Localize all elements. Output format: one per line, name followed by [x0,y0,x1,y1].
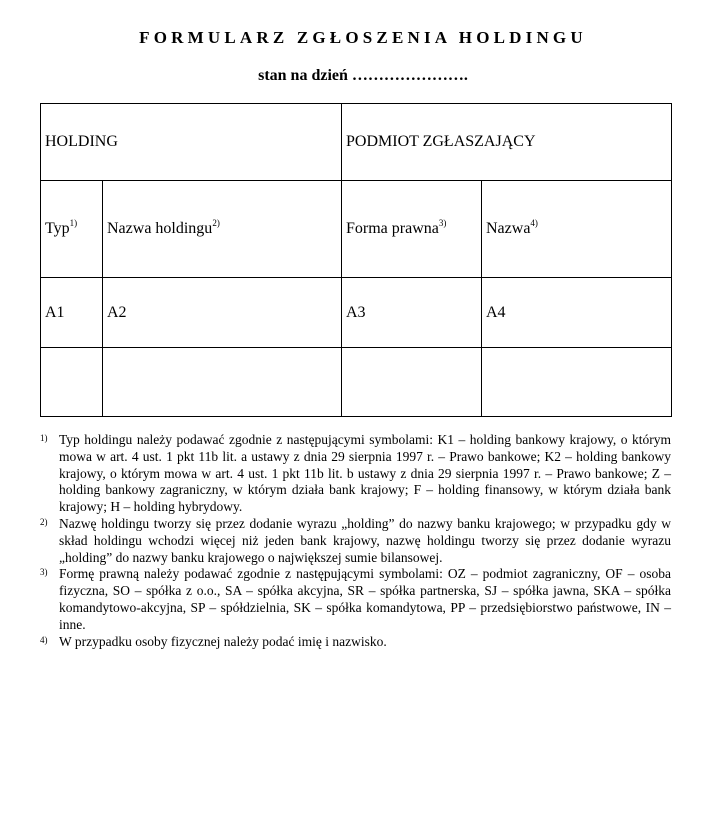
footnote-text: Nazwę holdingu tworzy się przez dodanie wyrazu „holding” do nazwy banku krajowego; w przypadku gdy w skład holdingu wchodzi więcej niż jeden bank krajowy, nazwę holdingu tworzy się przez dodanie wyrazu „holding” do nazwy banku krajowego o największej sumie bilansowej. [59,515,671,565]
field-code-row [41,278,672,348]
code-a2: A2 [103,278,342,348]
col-typ-footnote-ref: 1) [69,218,78,228]
group-podmiot-label: PODMIOT ZGŁASZAJĄCY [346,133,536,150]
group-holding-header [41,104,342,181]
holding-form-table [40,103,672,417]
col-forma-prawna-header [342,181,482,278]
col-nazwa-holdingu-header [103,181,342,278]
entry-nazwa-cell[interactable] [482,348,672,417]
col-nazwa-holdingu-label: Nazwa holdingu [107,220,213,237]
footnote-3 [40,566,671,633]
code-a3: A3 [342,278,482,348]
footnote-number: 1) [40,433,48,443]
entry-nazwa-holdingu-cell[interactable] [103,348,342,417]
group-podmiot-header [342,104,672,181]
code-a4: A4 [482,278,672,348]
col-forma-prawna-label: Forma prawna [346,220,439,237]
col-typ-label: Typ [45,220,70,237]
col-nazwa-label: Nazwa [486,220,531,237]
col-nazwa-header [482,181,672,278]
code-a1: A1 [41,278,103,348]
date-line: stan na dzień …………………. [258,67,468,84]
entry-forma-prawna-cell[interactable] [342,348,482,417]
footnote-number: 4) [40,634,48,645]
form-title: FORMULARZ ZGŁOSZENIA HOLDINGU [139,28,587,47]
footnote-text: W przypadku osoby fizycznej należy podać imię i nazwisko. [59,633,387,649]
col-typ-header [41,181,103,278]
footnote-text: Typ holdingu należy podawać zgodnie z następującymi symbolami: K1 – holding bankowy krajowy, o którym mowa w art. 4 ust. 1 pkt 11b lit. a ustawy z dnia 29 sierpnia 1997 r. – Prawo bankowe; K2 – holding bankowy krajowy, o którym mowa w art. 4 ust. 1 pkt 11b lit. b ustawy z dnia 29 sierpnia 1997 r. – Prawo bankowe; Z – holding bankowy zagraniczny, w którym działa bank krajowy; F – holding finansowy, w którym działa bank krajowy; H – holding hybrydowy. [59,432,671,515]
footnote-1 [40,432,671,516]
footnotes [40,432,671,650]
footnote-4 [40,634,671,651]
col-nazwa-holdingu-footnote-ref: 2) [212,218,220,228]
group-header-row [41,104,672,181]
entry-row [41,348,672,417]
footnote-number: 2) [40,516,48,527]
group-holding-label: HOLDING [45,133,118,150]
footnote-text: Formę prawną należy podawać zgodnie z następującymi symbolami: OZ – podmiot zagraniczny, OF – osoba fizyczna, SO – spółka z o.o., SA – spółka akcyjna, SR – spółka partnerska, SJ – spółka jawna, SKA – spółka komandytowo-akcyjna, SP – spółdzielnia, SK – spółka komandytowa, PP – przedsiębiorstwo państwowe, IN – inne. [59,566,671,632]
footnote-number: 3) [40,567,48,578]
column-header-row [41,181,672,278]
col-nazwa-footnote-ref: 4) [530,218,538,228]
entry-typ-cell[interactable] [41,348,103,417]
col-forma-prawna-footnote-ref: 3) [438,218,447,228]
footnote-2 [40,516,671,566]
